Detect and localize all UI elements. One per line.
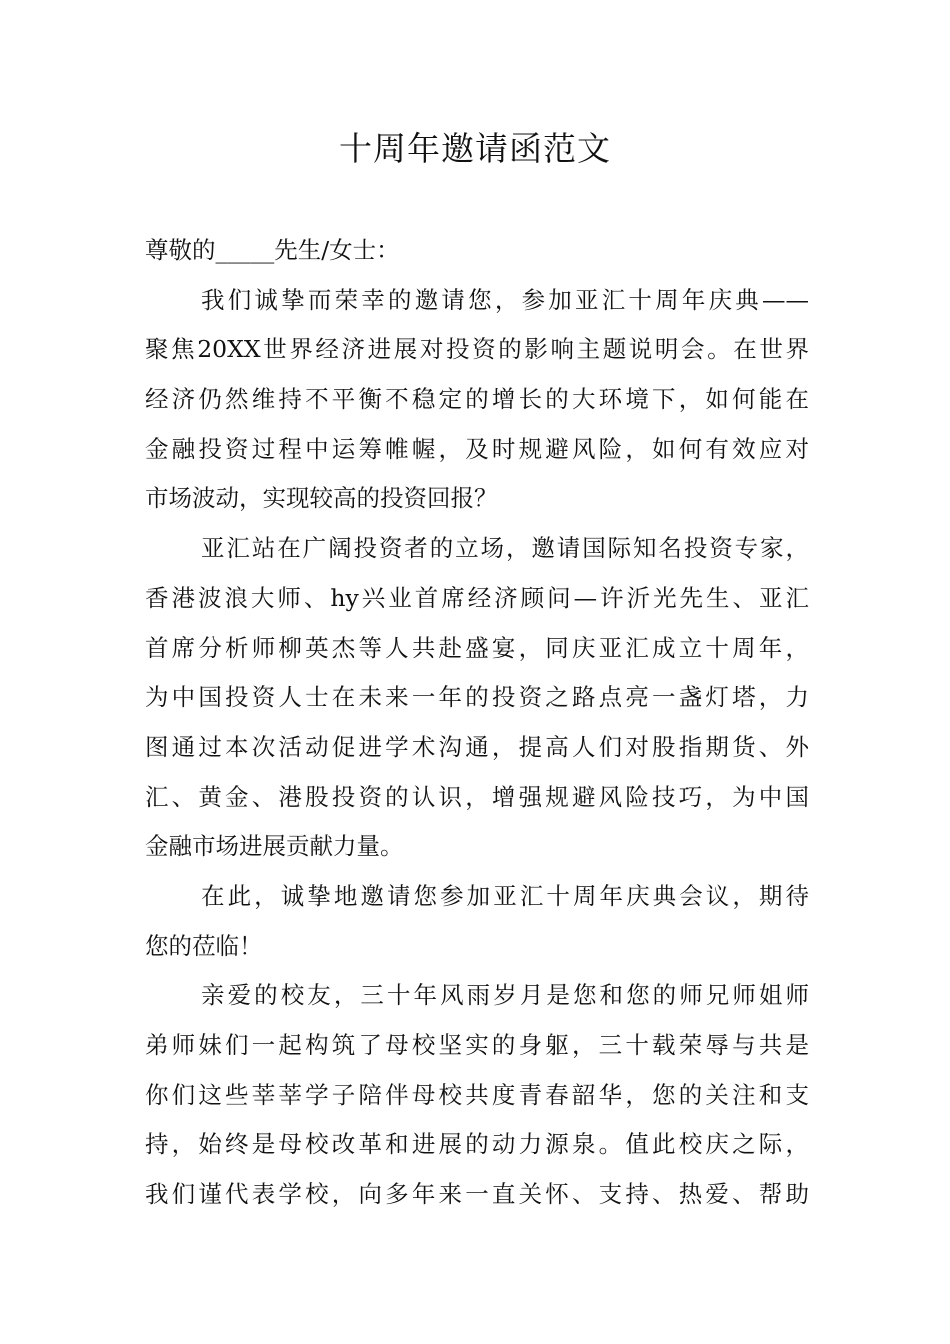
body-line: 你们这些莘莘学子陪伴母校共度青春韶华，您的关注和支	[145, 1080, 809, 1109]
body-line: 持，始终是母校改革和进展的动力源泉。值此校庆之际，	[145, 1130, 809, 1159]
body-line: 金融投资过程中运筹帷幄，及时规避风险，如何有效应对	[145, 434, 809, 463]
body-line: 在此，诚挚地邀请您参加亚汇十周年庆典会议，期待	[201, 881, 809, 910]
body-line: 香港波浪大师、hy兴业首席经济顾问—许沂光先生、亚汇	[145, 583, 809, 612]
body-line: 市场波动，实现较高的投资回报？	[145, 484, 498, 513]
body-line: 我们谨代表学校，向多年来一直关怀、支持、热爱、帮助	[145, 1180, 809, 1209]
body-line: 亲爱的校友，三十年风雨岁月是您和您的师兄师姐师	[201, 981, 809, 1010]
document-body	[145, 226, 809, 1220]
salutation-line: 尊敬的_____先生/女士：	[145, 236, 400, 264]
body-line: 为中国投资人士在未来一年的投资之路点亮一盏灯塔，力	[145, 683, 809, 712]
body-line: 您的莅临！	[145, 931, 263, 960]
body-line: 弟师妹们一起构筑了母校坚实的身躯，三十载荣辱与共是	[145, 1031, 809, 1059]
body-line: 我们诚挚而荣幸的邀请您，参加亚汇十周年庆典——	[201, 285, 809, 314]
document-title: 十周年邀请函范文	[339, 129, 611, 168]
body-line: 首席分析师柳英杰等人共赴盛宴，同庆亚汇成立十周年，	[145, 633, 809, 662]
body-line: 亚汇站在广阔投资者的立场，邀请国际知名投资专家，	[201, 534, 809, 563]
body-line: 经济仍然维持不平衡不稳定的增长的大环境下，如何能在	[145, 385, 809, 414]
body-lines	[145, 276, 809, 1220]
body-line: 金融市场进展贡献力量。	[145, 832, 404, 861]
body-line: 图通过本次活动促进学术沟通，提高人们对股指期货、外	[145, 732, 809, 761]
body-line: 汇、黄金、港股投资的认识，增强规避风险技巧，为中国	[145, 782, 809, 811]
body-line: 聚焦20XX世界经济进展对投资的影响主题说明会。在世界	[145, 335, 809, 364]
